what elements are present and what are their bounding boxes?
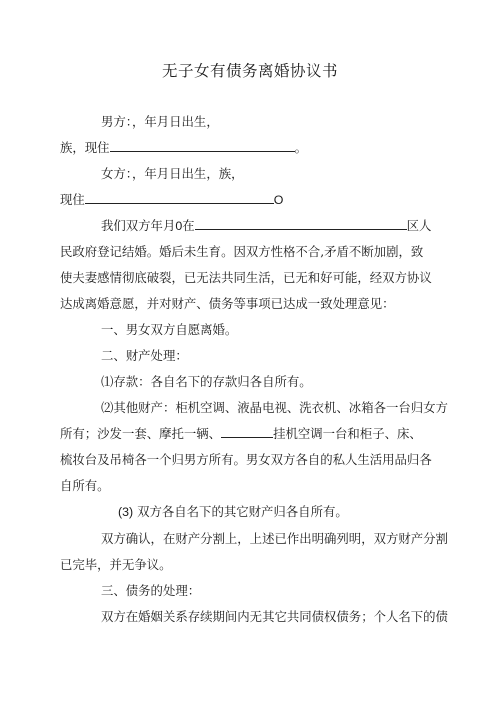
other-property-suffix: 挂机空调一台和柜子、床、: [273, 426, 422, 441]
debt-line-1: 双方在婚姻关系存续期间内无其它共同债权债务；个人名下的债: [101, 609, 448, 624]
husband-address-label: 族，现住: [60, 140, 110, 155]
wife-address-line: [60, 191, 283, 209]
marriage-line-3: 使夫妻感情彻底破裂，已无法共同生活，已无和好可能，经双方协议: [60, 270, 432, 285]
section-debt: 三、债务的处理：: [101, 583, 201, 598]
marriage-line-4: 达成离婚意愿，并对财产、债务等事项已达成一致处理意见：: [60, 296, 395, 311]
marriage-line-1: [101, 217, 431, 235]
item-3-text: 双方各自名下的其它财产归各自所有。: [137, 504, 348, 519]
item-other-property-line-4: 自所有。: [60, 478, 110, 493]
confirm-line-2: 已完毕，并无争议。: [60, 557, 172, 572]
other-property-prefix: 所有；沙发一套、摩托一辆、: [60, 426, 222, 441]
item-other-property-line-1: ⑵其他财产：柜机空调、液晶电视、洗衣机、冰箱各一台归女方: [101, 400, 448, 415]
registry-blank: [195, 217, 407, 230]
item-other-assets: [118, 503, 348, 521]
item-3-number: (3): [118, 505, 134, 519]
other-property-blank: [221, 425, 273, 438]
wife-address-blank: [85, 191, 274, 204]
husband-address-blank: [110, 139, 295, 152]
marriage-zero: 0: [175, 219, 183, 233]
section-divorce: 一、男女双方自愿离婚。: [101, 322, 238, 337]
husband-info-line: 男方：，年月日出生，: [101, 114, 219, 129]
item-deposits: ⑴存款：各自名下的存款归各自所有。: [101, 374, 312, 389]
wife-address-label: 现住: [60, 192, 85, 207]
document-title: 无子女有债务离婚协议书: [161, 62, 338, 80]
confirm-line-1: 双方确认，在财产分割上，上述已作出明确列明，双方财产分割: [101, 531, 448, 546]
wife-address-end: O: [273, 193, 284, 207]
marriage-suffix: 区人: [406, 218, 432, 233]
section-property: 二、财产处理：: [101, 348, 188, 363]
marriage-at: 在: [182, 218, 195, 233]
husband-address-line: [60, 139, 307, 157]
item-other-property-line-3: 梳妆台及吊椅各一个归男方所有。男女双方各自的私人生活用品归各: [60, 452, 432, 467]
wife-info-line: 女方：，年月日出生，族，: [101, 166, 244, 181]
marriage-line-2: 民政府登记结婚。婚后未生育。因双方性格不合,矛盾不断加剧，致: [60, 244, 424, 259]
marriage-prefix: 我们双方年月: [101, 218, 176, 233]
husband-address-end: 。: [294, 140, 307, 155]
item-other-property-line-2: [60, 425, 422, 443]
